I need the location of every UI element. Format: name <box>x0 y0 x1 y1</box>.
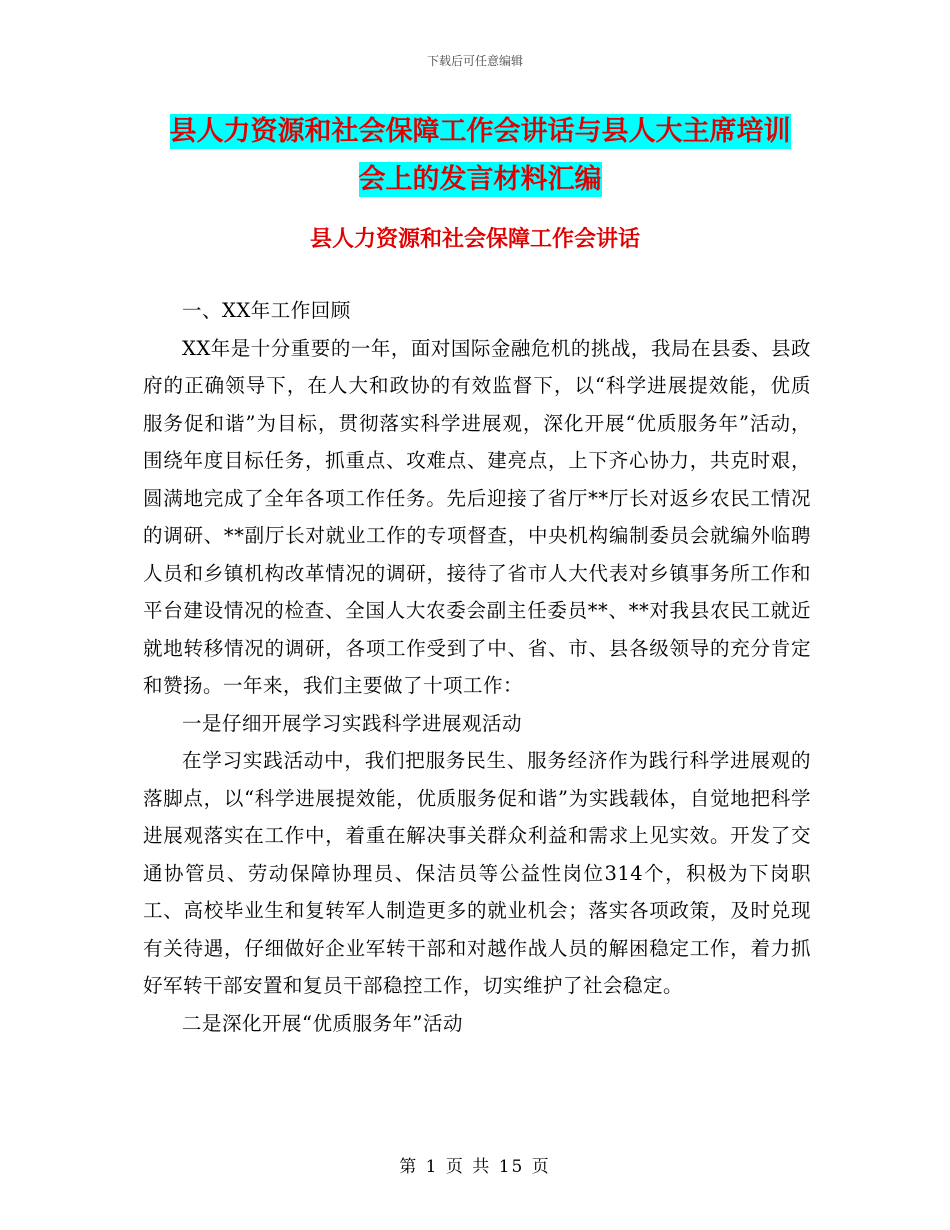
paragraph-heading: 一是仔细开展学习实践科学进展观活动 <box>182 711 523 735</box>
title-line-1: 县人力资源和社会保障工作会讲话与县人大主席培训 <box>169 116 791 147</box>
section-title: 县人力资源和社会保障工作会讲话 <box>309 227 640 252</box>
paragraph-heading: 二是深化开展“优质服务年”活动 <box>182 1011 463 1035</box>
title-line-2: 会上的发言材料汇编 <box>358 164 602 195</box>
paragraph: XX年是十分重要的一年，面对国际金融危机的挑战，我局在县委、县政府的正确领导下，在人大和政协的有效监督下，以“科学进展提效能，优质服务促和谐”为目标，贯彻落实科学进展观，深化开展“优质服务年”活动，围绕年度目标任务，抓重点、攻难点、建亮点，上下齐心协力，共克时艰，圆满地完成了全年各项工作任务。先后迎接了省厅**厅长对返乡农民工情况的调研、**副厅长对就业工作的专项督查，中央机构编制委员会就编外临聘人员和乡镇机构改革情况的调研，接待了省市人大代表对乡镇事务所工作和平台建设情况的检查、全国人大农委会副主任委员**、**对我县农民工就近就地转移情况的调研，各项工作受到了中、省、市、县各级领导的充分肯定和赞扬。一年来，我们主要做了十项工作： <box>143 336 811 697</box>
document-body <box>143 292 811 1042</box>
header-note: 下载后可任意编辑 <box>426 54 523 68</box>
paragraph-heading: 一、XX年工作回顾 <box>182 299 351 322</box>
page-footer: 第 1 页 共 15 页 <box>399 1157 551 1177</box>
paragraph: 在学习实践活动中，我们把服务民生、服务经济作为践行科学进展观的落脚点，以“科学进展提效能，优质服务促和谐”为实践载体，自觉地把科学进展观落实在工作中，着重在解决事关群众利益和需求上见实效。开发了交通协管员、劳动保障协理员、保洁员等公益性岗位314个，积极为下岗职工、高校毕业生和复转军人制造更多的就业机会；落实各项政策，及时兑现有关待遇，仔细做好企业军转干部和对越作战人员的解困稳定工作，着力抓好军转干部安置和复员干部稳控工作，切实维护了社会稳定。 <box>143 749 811 997</box>
document-title <box>140 108 820 204</box>
